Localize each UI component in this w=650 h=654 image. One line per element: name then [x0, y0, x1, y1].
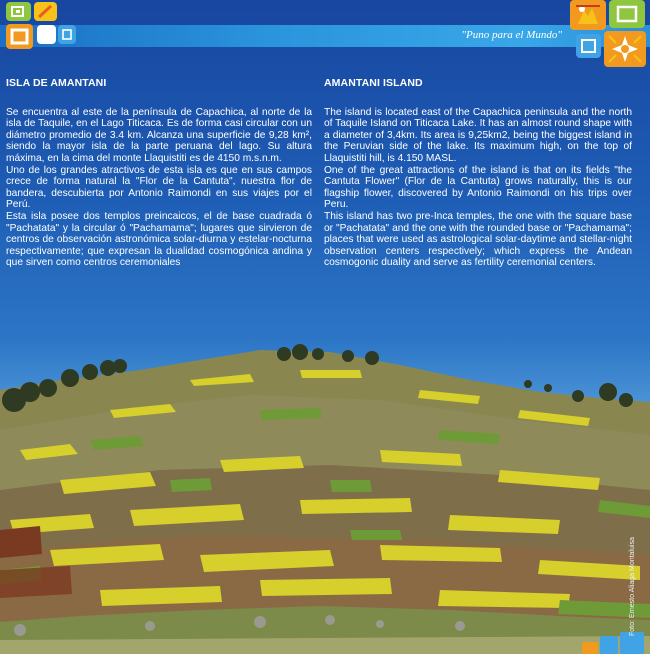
- spanish-paragraph: Uno de los grandes atractivos de esta isla es que en sus campos crece de forma natural la "Flor de la Cantuta", nuestra flor de bandera, descubierta por Antonio Raimondi en sus viajes por el Perú.: [6, 164, 312, 211]
- blue-tile-icon: [58, 25, 76, 44]
- spanish-heading: ISLA DE AMANTANI: [6, 77, 107, 89]
- tagline: "Puno para el Mundo": [461, 29, 562, 41]
- orange-corner-square: [582, 642, 598, 654]
- english-heading: AMANTANI ISLAND: [324, 77, 423, 89]
- english-column: [324, 78, 632, 269]
- yellow-tile-icon: [34, 2, 57, 21]
- white-tile-icon: [37, 25, 56, 44]
- spanish-paragraph: Se encuentra al este de la península de Capachica, al norte de la isla de Taquile, en el Lago Titicaca. Es de forma casi circular con un diámetro promedio de 3.4 km. Alcanza una superficie de 9,28 km², siendo la mayor isla de la parte peruana del lago. Su altura máxima, en la cima del monte Llaquistiti es de 4150 m.s.n.m.: [6, 106, 312, 164]
- green-tile-icon: [6, 2, 31, 21]
- english-paragraph: This island has two pre-Inca temples, the one with the square base or "Pachatata" and the one with the rounded base or "Pachamama"; places that were used as astrological solar-daytime and stellar-night observation centers respectively; which express the Andean cosmogonic duality and serve as fertility ceremonial centers.: [324, 210, 632, 269]
- photo-credit: Foto: Ernesto Aliaga Montaluisa: [629, 537, 636, 636]
- amantani-hill-photo: [0, 340, 650, 654]
- green-frame-tile-icon: [609, 0, 645, 28]
- andean-figure-tile-icon: [570, 0, 606, 30]
- spanish-column: [6, 78, 312, 269]
- blue-frame-tile-icon: [576, 34, 601, 58]
- orange-tile-icon: [6, 24, 33, 49]
- spanish-paragraph: Esta isla posee dos templos preincaicos, el de base cuadrada ó "Pachatata" y la circular ó "Pachamama"; lugares que sirvieron de centros de observación astronómica solar-diurna y estelar-nocturna respectivamente; que expresan la dualidad cosmogónica andina y que sirven como centros ceremoniales: [6, 210, 312, 269]
- english-paragraph: The island is located east of the Capachica peninsula and the north of Taquile Island on Titicaca Lake. It has an almost round shape with a diameter of 3,4km. Its area is 9,25km2, being the biggest island in the Peruvian side of the lake. Its maximum high, on the top of Llaquistiti hill, is 4.150 MASL.: [324, 106, 632, 164]
- blue-corner-square: [600, 636, 618, 654]
- chakana-tile-icon: [604, 31, 646, 67]
- english-paragraph: One of the great attractions of the island is that on its fields "the Cantuta Flower" (Flor de la Cantuta) grows naturally, this is our flagship flower, discovered by Antonio Raimondi on his trips over Peru.: [324, 164, 632, 211]
